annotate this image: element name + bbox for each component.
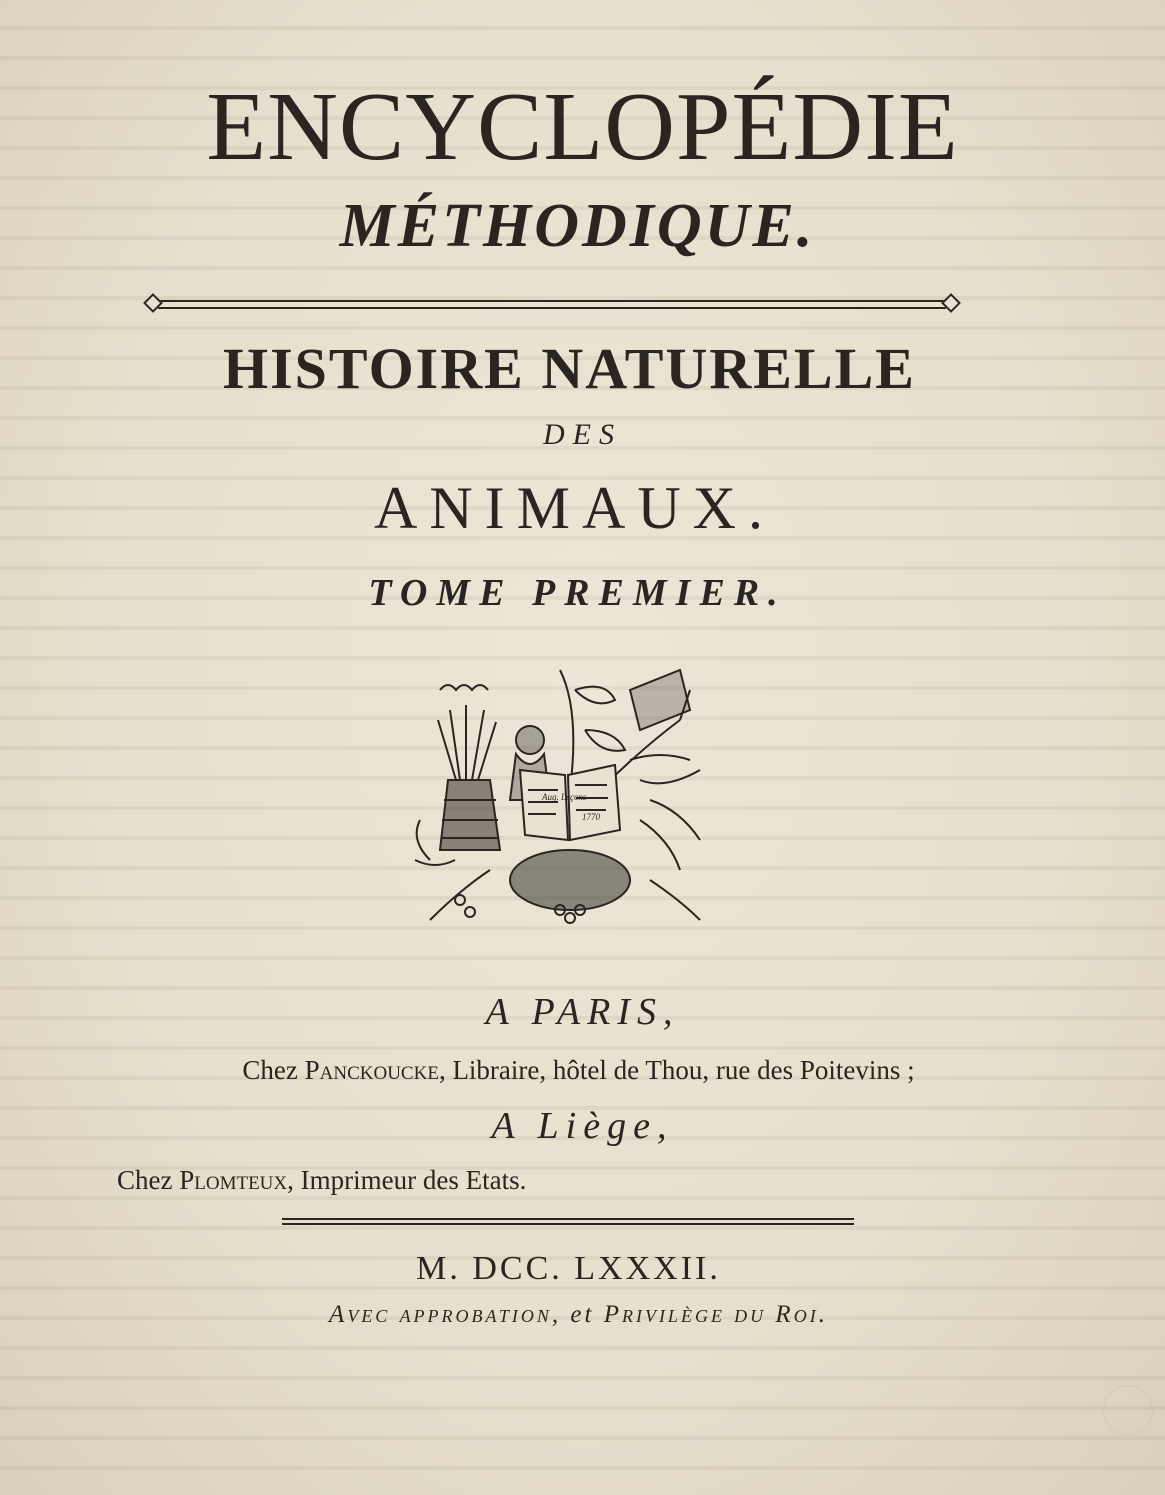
title-main: ENCYCLOPÉDIE — [206, 73, 959, 181]
book-text-right: 1770 — [582, 812, 600, 822]
publisher-name: Plomteux — [179, 1165, 288, 1195]
privilege-joiner: , et — [551, 1301, 604, 1328]
ornamental-rule-bottom — [282, 1218, 854, 1225]
imprint-city-paris: A PARIS, — [485, 991, 680, 1033]
privilege-line — [0, 1302, 1161, 1327]
section-des: DES — [543, 418, 622, 451]
publisher-prefix: Chez — [242, 1055, 298, 1085]
publisher-prefix: Chez — [117, 1165, 173, 1195]
library-stamp-icon — [1103, 1385, 1153, 1435]
publication-year: M. DCC. LXXXII. — [416, 1250, 721, 1287]
imprint-publisher-liege — [117, 1167, 526, 1194]
section-subject: ANIMAUX. — [374, 475, 775, 541]
book-text-left: Aug. Leçons — [542, 792, 587, 802]
privilege-royal: Privilège du Roi. — [603, 1301, 828, 1328]
imprint-publisher-paris — [0, 1057, 1161, 1084]
ornamental-rule-top — [158, 300, 946, 309]
publisher-address: , Libraire, hôtel de Thou, rue des Poitevins ; — [438, 1055, 915, 1085]
title-sub: MÉTHODIQUE. — [339, 192, 816, 260]
section-heading: HISTOIRE NATURELLE — [222, 336, 916, 401]
publisher-name: Panckoucke — [304, 1055, 439, 1085]
imprint-city-liege: A Liège, — [491, 1105, 674, 1147]
vignette-ornament-icon — [400, 650, 740, 935]
privilege-approbation: Avec approbation — [329, 1301, 552, 1328]
volume-label: TOME PREMIER. — [368, 572, 787, 614]
publisher-title: , Imprimeur des Etats. — [287, 1165, 527, 1195]
